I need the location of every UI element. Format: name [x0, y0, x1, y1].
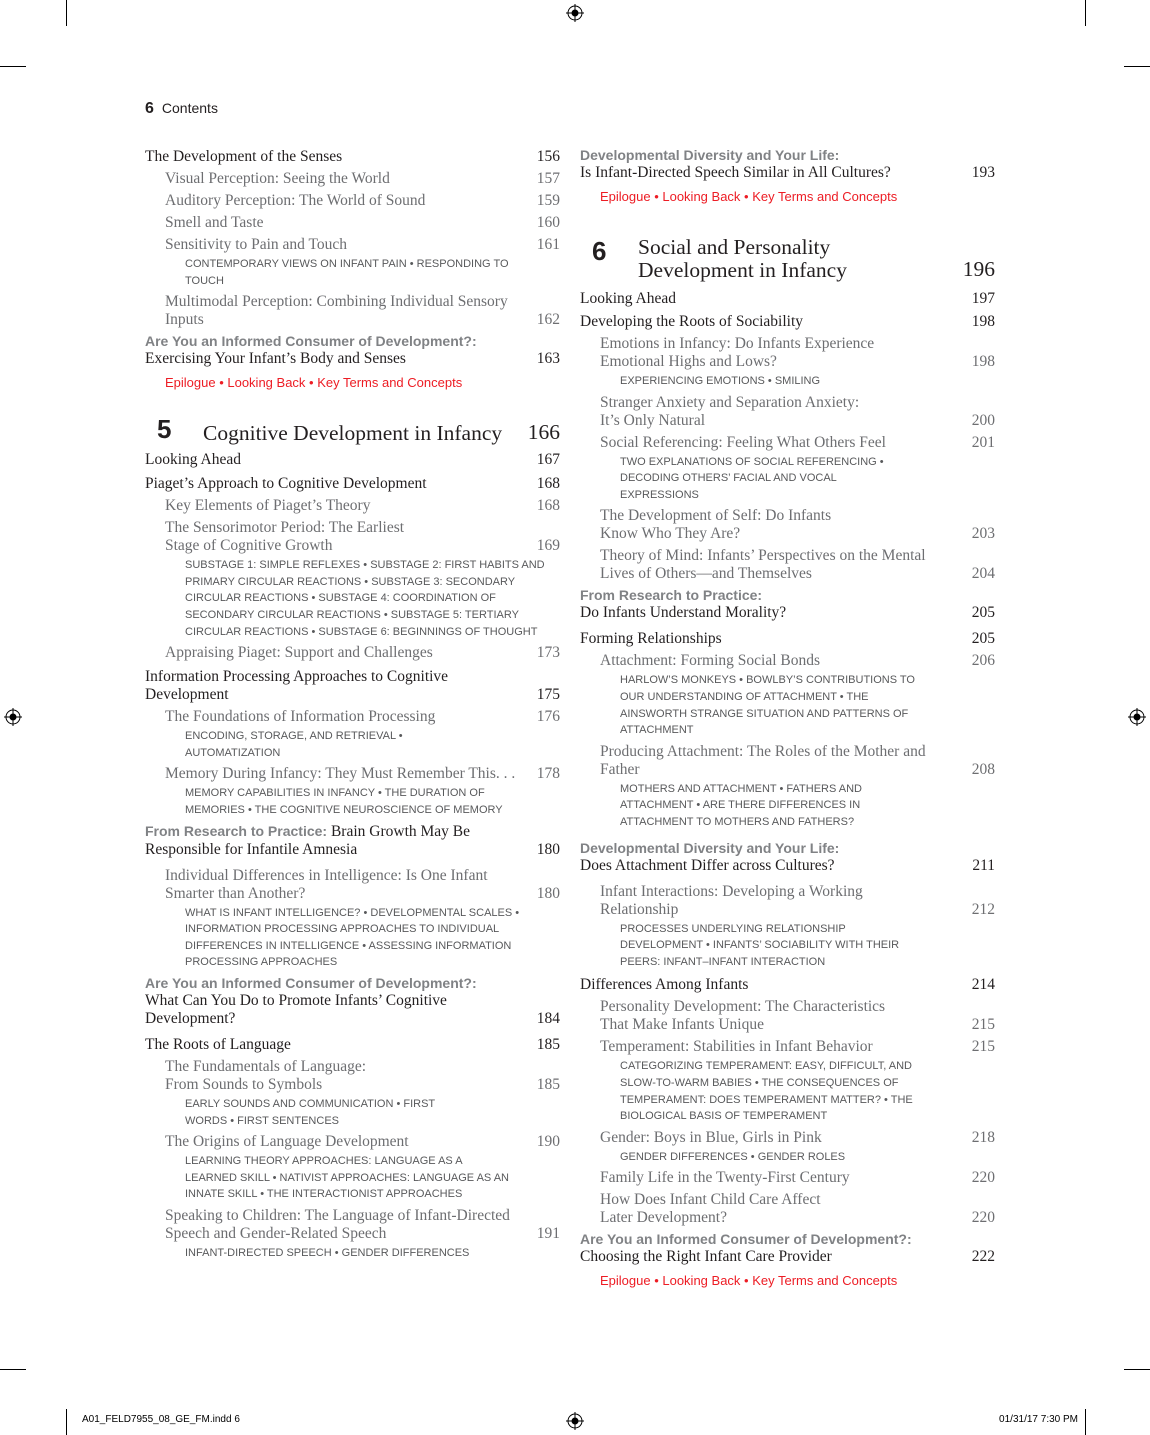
toc-subsection-title: Multimodal Perception: Combining Individual Sensory Inputs [165, 293, 508, 329]
toc-subsection-title: The Fundamentals of Language: From Sounds to Symbols [165, 1057, 367, 1093]
toc-page: 203 [971, 525, 995, 543]
toc-subsection-title: Theory of Mind: Infants’ Perspectives on the Mental Lives of Others—and Themselves [600, 547, 926, 583]
toc-topics: CONTEMPORARY VIEWS ON INFANT PAIN • RESPONDING TO TOUCH [185, 258, 509, 287]
toc-page: 214 [971, 976, 995, 994]
toc-section [145, 148, 560, 166]
toc-page: 169 [536, 537, 560, 555]
toc-subsection [580, 335, 995, 371]
chapter-title: Social and Personality Development in Infancy [638, 235, 847, 282]
toc-topics: INFANT-DIRECTED SPEECH • GENDER DIFFERENCES [185, 1246, 470, 1259]
toc-topics: MEMORY CAPABILITIES IN INFANCY • THE DURATION OF MEMORIES • THE COGNITIVE NEUROSCIENCE OF MEMORY [185, 787, 503, 816]
toc-subsection [580, 1129, 995, 1147]
toc-page: 163 [536, 350, 560, 368]
toc-subsection-title: The Sensorimotor Period: The Earliest Stage of Cognitive Growth [165, 519, 405, 555]
toc-section-title: The Roots of Language [145, 1035, 291, 1053]
toc-page: 201 [971, 433, 995, 451]
toc-section-title: Piaget’s Approach to Cognitive Development [145, 475, 427, 493]
toc-subsection [145, 644, 560, 662]
toc-subsection-title: Individual Differences in Intelligence: Is One Infant Smarter than Another? [165, 866, 488, 902]
toc-subsection [580, 743, 995, 779]
toc-feature [580, 586, 995, 622]
toc-page: 220 [971, 1169, 995, 1187]
toc-feature [580, 146, 995, 182]
toc-subsection-title: Stranger Anxiety and Separation Anxiety: It’s Only Natural [600, 393, 860, 429]
toc-right-column [580, 146, 995, 1290]
toc-page: 205 [971, 630, 995, 648]
crop-mark [1124, 66, 1150, 67]
toc-subsection [580, 434, 995, 452]
toc-subsection-title: Appraising Piaget: Support and Challenges [165, 644, 433, 662]
toc-page: 215 [971, 1016, 995, 1034]
running-head [145, 100, 218, 118]
toc-feature [580, 839, 995, 875]
toc-section-title: Developing the Roots of Sociability [580, 313, 804, 330]
crop-mark [0, 1369, 26, 1370]
toc-left-column [145, 146, 560, 1261]
toc-subsection-title: The Development of Self: Do Infants Know Who They Are? [600, 507, 832, 543]
toc-page: 206 [971, 652, 995, 670]
toc-subsection [145, 519, 560, 555]
toc-subsection [580, 883, 995, 919]
toc-page: 208 [971, 760, 995, 778]
toc-page: 185 [536, 1035, 560, 1053]
toc-subsection [145, 497, 560, 515]
feature-label: Are You an Informed Consumer of Development?: [145, 974, 477, 991]
toc-subsection-title: Emotions in Infancy: Do Infants Experience Emotional Highs and Lows? [600, 335, 875, 370]
toc-page: 193 [971, 164, 995, 181]
toc-page: 215 [971, 1038, 995, 1056]
chapter-heading [580, 236, 995, 282]
toc-subsection-title: The Origins of Language Development [165, 1133, 409, 1151]
toc-topics: HARLOW’S MONKEYS • BOWLBY’S CONTRIBUTIONS TO OUR UNDERSTANDING OF ATTACHMENT • THE AINSWORTH STRANGE SITUATION AND PATTERNS OF ATTACHMENT [620, 674, 915, 737]
registration-mark-icon [566, 1412, 584, 1430]
feature-label: Developmental Diversity and Your Life: [580, 839, 840, 856]
toc-page: 175 [536, 686, 560, 704]
toc-page: 204 [971, 565, 995, 583]
toc-topics: CATEGORIZING TEMPERAMENT: EASY, DIFFICULT, AND SLOW-TO-WARM BABIES • THE CONSEQUENCES OF TEMPERAMENT: DOES TEMPERAMENT MATTER? • THE BIOLOGICAL BASIS OF TEMPERAMENT [620, 1060, 913, 1123]
feature-title: Is Infant-Directed Speech Similar in All Cultures? [580, 164, 891, 181]
feature-title: Does Attachment Differ across Cultures? [580, 856, 835, 874]
toc-section-title: Looking Ahead [580, 290, 676, 307]
toc-page: 220 [971, 1209, 995, 1227]
toc-section-title: Differences Among Infants [580, 976, 749, 994]
toc-feature [145, 822, 560, 859]
toc-subsection [145, 192, 560, 210]
toc-section [145, 451, 560, 469]
toc-page: 198 [971, 313, 995, 330]
toc-subsection-title: Memory During Infancy: They Must Remember This. . . [165, 765, 516, 783]
crop-mark [1085, 0, 1086, 26]
toc-epilogue: Epilogue • Looking Back • Key Terms and Concepts [600, 189, 898, 204]
toc-subsection [580, 998, 995, 1034]
toc-topics: ENCODING, STORAGE, AND RETRIEVAL • AUTOMATIZATION [185, 730, 403, 759]
toc-topics: WHAT IS INFANT INTELLIGENCE? • DEVELOPMENTAL SCALES • INFORMATION PROCESSING APPROACHES TO INDIVIDUAL DIFFERENCES IN INTELLIGENCE • ASSESSING INFORMATION PROCESSING APPROACHES [185, 906, 520, 969]
toc-subsection [145, 867, 560, 903]
toc-page: 161 [536, 236, 560, 253]
crop-mark [1085, 1409, 1086, 1435]
toc-page: 205 [971, 604, 995, 622]
crop-mark [1124, 1369, 1150, 1370]
toc-page: 190 [536, 1133, 560, 1151]
feature-label: Are You an Informed Consumer of Development?: [580, 1231, 912, 1248]
chapter-page: 166 [527, 420, 560, 445]
chapter-title: Cognitive Development in Infancy [203, 421, 503, 446]
toc-page: 222 [971, 1248, 995, 1266]
toc-subsection-title: Producing Attachment: The Roles of the Mother and Father [600, 742, 926, 778]
toc-subsection [145, 765, 560, 783]
toc-page: 160 [536, 214, 560, 231]
toc-page: 212 [971, 900, 995, 918]
toc-topics: MOTHERS AND ATTACHMENT • FATHERS AND ATTACHMENT • ARE THERE DIFFERENCES IN ATTACHMENT TO MOTHERS AND FATHERS? [620, 782, 863, 828]
toc-subsection [145, 1133, 560, 1151]
crop-mark [0, 66, 26, 67]
toc-section-title: Forming Relationships [580, 630, 722, 648]
toc-subsection [580, 547, 995, 583]
page-number: 6 [145, 100, 154, 117]
registration-mark-icon [1128, 708, 1146, 726]
crop-mark [66, 1409, 67, 1435]
toc-page: 184 [536, 1009, 560, 1027]
toc-page: 197 [971, 290, 995, 307]
chapter-heading [145, 414, 560, 445]
toc-subsection-title: Speaking to Children: The Language of Infant-Directed Speech and Gender-Related Speech [165, 1206, 510, 1242]
toc-subsection [145, 236, 560, 254]
running-head-title: Contents [161, 100, 218, 116]
toc-subsection [145, 1207, 560, 1243]
toc-subsection [145, 708, 560, 726]
toc-subsection-title: Social Referencing: Feeling What Others Feel [600, 433, 886, 451]
toc-page: 180 [536, 840, 560, 858]
toc-subsection-title: Auditory Perception: The World of Sound [165, 192, 426, 209]
toc-subsection [580, 652, 995, 670]
toc-topics: GENDER DIFFERENCES • GENDER ROLES [620, 1150, 846, 1163]
toc-subsection-title: Temperament: Stabilities in Infant Behavior [600, 1038, 873, 1056]
toc-topics: PROCESSES UNDERLYING RELATIONSHIP DEVELOPMENT • INFANTS’ SOCIABILITY WITH THEIR PEERS: INFANT–INFANT INTERACTION [620, 922, 900, 968]
toc-subsection [580, 1191, 995, 1227]
toc-subsection-title: Smell and Taste [165, 214, 264, 231]
footer-datetime: 01/31/17 7:30 PM [999, 1414, 1078, 1425]
toc-page: 162 [536, 311, 560, 329]
toc-feature [580, 1230, 995, 1266]
toc-section [580, 976, 995, 994]
toc-topics: TWO EXPLANATIONS OF SOCIAL REFERENCING • DECODING OTHERS’ FACIAL AND VOCAL EXPRESSIONS [620, 455, 884, 501]
feature-title: Do Infants Understand Morality? [580, 604, 787, 622]
toc-subsection-title: The Foundations of Information Processing [165, 708, 436, 726]
registration-mark-icon [566, 4, 584, 22]
toc-subsection [580, 507, 995, 543]
toc-page: 200 [971, 411, 995, 429]
feature-title: Choosing the Right Infant Care Provider [580, 1248, 832, 1266]
toc-subsection [580, 1169, 995, 1187]
chapter-number: 5 [157, 414, 172, 445]
toc-subsection-title: Personality Development: The Characteristics That Make Infants Unique [600, 998, 886, 1034]
toc-topics: EARLY SOUNDS AND COMMUNICATION • FIRST WORDS • FIRST SENTENCES [185, 1097, 435, 1127]
toc-page: 178 [536, 765, 560, 783]
toc-epilogue: Epilogue • Looking Back • Key Terms and Concepts [165, 375, 463, 391]
toc-subsection [145, 293, 560, 329]
feature-label: From Research to Practice: [580, 587, 763, 604]
toc-page: 156 [536, 148, 560, 165]
crop-mark [66, 0, 67, 26]
toc-section-title: Information Processing Approaches to Cognitive Development [145, 668, 449, 704]
toc-page: 168 [536, 475, 560, 493]
toc-page: 198 [971, 353, 995, 370]
toc-section-title: Looking Ahead [145, 451, 241, 469]
toc-subsection [580, 394, 995, 430]
registration-mark-icon [4, 708, 22, 726]
feature-label: Developmental Diversity and Your Life: [580, 147, 840, 163]
toc-topics: LEARNING THEORY APPROACHES: LANGUAGE AS A LEARNED SKILL • NATIVIST APPROACHES: LANGUAGE AS AN INNATE SKILL • THE INTERACTIONIST APPROACHES [185, 1155, 509, 1201]
toc-section [145, 1036, 560, 1054]
toc-epilogue: Epilogue • Looking Back • Key Terms and Concepts [600, 1273, 898, 1289]
toc-topics: SUBSTAGE 1: SIMPLE REFLEXES • SUBSTAGE 2: FIRST HABITS AND PRIMARY CIRCULAR REACTIONS • SUBSTAGE 3: SECONDARY CIRCULAR REACTIONS • SUBSTAGE 4: COORDINATION OF SECONDARY CIRCULAR REACTIONS • SUBSTAGE 5: TERTIARY CIRCULAR REACTIONS • SUBSTAGE 6: BEGINNINGS OF THOUGHT [185, 559, 545, 638]
chapter-number: 6 [592, 236, 607, 266]
toc-section [580, 313, 995, 331]
toc-page: 176 [536, 708, 560, 726]
toc-page: 191 [536, 1224, 560, 1242]
toc-section [145, 475, 560, 493]
feature-label: Are You an Informed Consumer of Development?: [145, 333, 477, 350]
toc-page: 218 [971, 1128, 995, 1146]
toc-subsection [145, 1058, 560, 1094]
feature-title: Responsible for Infantile Amnesia [145, 840, 358, 858]
toc-subsection [580, 1038, 995, 1056]
toc-section [580, 630, 995, 648]
feature-title: Brain Growth May Be [327, 822, 470, 840]
toc-page: 168 [536, 497, 560, 515]
toc-section [145, 668, 560, 704]
toc-page: 180 [536, 884, 560, 902]
toc-subsection-title: Sensitivity to Pain and Touch [165, 236, 348, 253]
toc-feature [145, 332, 560, 368]
chapter-page: 196 [962, 257, 995, 281]
toc-subsection-title: Family Life in the Twenty-First Century [600, 1169, 850, 1187]
feature-title: What Can You Do to Promote Infants’ Cognitive Development? [145, 991, 447, 1027]
toc-subsection-title: Attachment: Forming Social Bonds [600, 652, 820, 670]
toc-subsection-title: Visual Perception: Seeing the World [165, 170, 390, 187]
toc-section [580, 290, 995, 308]
toc-subsection-title: Key Elements of Piaget’s Theory [165, 497, 371, 515]
toc-feature [145, 974, 560, 1028]
toc-subsection-title: Gender: Boys in Blue, Girls in Pink [600, 1128, 822, 1146]
toc-page: 167 [536, 451, 560, 469]
toc-section-title: The Development of the Senses [145, 148, 343, 165]
toc-page: 173 [536, 644, 560, 662]
feature-title: Exercising Your Infant’s Body and Senses [145, 350, 406, 368]
toc-page: 159 [536, 192, 560, 209]
feature-label: From Research to Practice: [145, 822, 328, 839]
toc-subsection [145, 214, 560, 232]
toc-topics: EXPERIENCING EMOTIONS • SMILING [620, 375, 821, 387]
toc-subsection-title: Infant Interactions: Developing a Working Relationship [600, 882, 863, 918]
toc-page: 211 [972, 856, 995, 874]
toc-subsection [145, 170, 560, 188]
footer-file-slug: A01_FELD7955_08_GE_FM.indd 6 [82, 1414, 240, 1425]
toc-page: 185 [536, 1075, 560, 1093]
toc-page: 157 [536, 170, 560, 187]
toc-subsection-title: How Does Infant Child Care Affect Later Development? [600, 1191, 821, 1227]
